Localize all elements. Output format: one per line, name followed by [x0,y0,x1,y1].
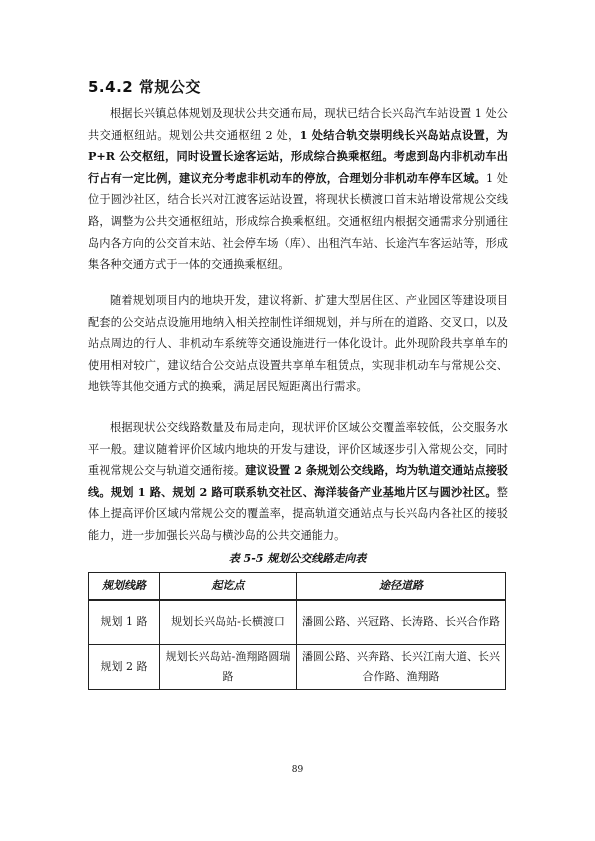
route-endpoints-cell: 规划长兴岛站-长横渡口 [160,600,297,644]
paragraph-station-facilities [88,290,508,398]
column-header-roads: 途径道路 [297,573,506,601]
paragraph-text: 整体上提高评价区域内常规公交的覆盖率，提高轨道交通站点与长兴岛内各社区的接驳能力，进一步加强长兴岛与横沙岛的公共交通能力。 [88,485,508,542]
route-name-cell: 规划 1 路 [89,600,160,644]
paragraph-text: 根据长兴镇总体规划及现状公共交通布局，现状已结合长兴岛汽车站设置 1 处公共交通枢纽站。规划公共交通枢纽 2 处， [88,107,508,142]
route-roads-cell: 潘圆公路、兴奔路、长兴江南大道、长兴合作路、渔翔路 [297,644,506,689]
route-roads-cell: 潘圆公路、兴冠路、长涛路、长兴合作路 [297,600,506,644]
paragraph-emphasis: 建议设置 2 条规划公交线路，均为轨道交通站点接驳线。规划 1 路、规划 2 路可联系轨交社区、海洋装备产业基地片区与圆沙社区。 [88,463,508,499]
paragraph-text: 随着规划项目内的地块开发，建议将新、扩建大型居住区、产业园区等建设项目配套的公交站点设施用地纳入相关控制性详细规划，并与所在的道路、交叉口，以及站点周边的行人、非机动车系统等交通设施进行一体化设计。此外现阶段共享单车的使用相对较广，建议结合公交站点设置共享单车租赁点，实现非机动车与常规公交、地铁等其他交通方式的换乘，满足居民短距离出行需求。 [88,294,508,394]
bus-route-table [88,572,506,690]
route-endpoints-cell: 规划长兴岛站-渔翔路圆瑞路 [160,644,297,689]
table-caption: 表 5-5 规划公交线路走向表 [228,552,367,565]
route-name-cell: 规划 2 路 [89,644,160,689]
paragraph-hub-planning [88,103,508,276]
paragraph-emphasis: 1 处结合轨交崇明线长兴岛站点设置，为 P+R 公交枢纽，同时设置长途客运站，形成综合换乘枢纽。考虑到岛内非机动车出行占有一定比例，建议充分考虑非机动车的停放，合理划分非机动车停车区域。 [88,127,508,185]
column-header-route: 规划线路 [89,573,160,601]
paragraph-text: 1 处位于圆沙社区，结合长兴对江渡客运站设置，将现状长横渡口首末站增设常规公交线路，调整为公共交通枢纽站，形成综合换乘枢纽。交通枢纽内根据交通需求分别通往岛内各方向的公交首末站、社会停车场（库）、出租汽车站、长途汽车客运站等，形成集各种交通方式于一体的交通换乘枢纽。 [88,171,508,272]
table-row [89,600,506,644]
column-header-endpoints: 起讫点 [160,573,297,601]
page-number: 89 [291,765,304,775]
paragraph-bus-routes [88,417,508,547]
section-heading: 5.4.2 常规公交 [88,78,201,96]
table-row [89,644,506,689]
table-header-row [89,573,506,601]
paragraph-text: 根据现状公交线路数量及布局走向，现状评价区域公交覆盖率较低，公交服务水平一般。建议随着评价区域内地块的开发与建设，评价区域逐步引入常规公交，同时重视常规公交与轨道交通衔接。 [88,421,508,478]
